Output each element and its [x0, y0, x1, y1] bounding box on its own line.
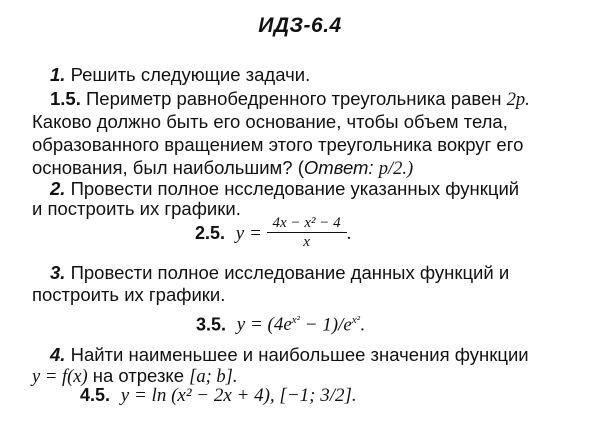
answer-label: Ответ: — [303, 157, 374, 178]
problem-2-5-fraction — [267, 214, 347, 251]
problem-3-5-number: 3.5. — [196, 314, 227, 335]
problem-1-5-text-4: основания, был наибольшим? — [32, 157, 293, 178]
fraction-numerator: 4x − x² − 4 — [267, 214, 347, 233]
problem-1-5-text-1: Периметр равнобедренного треугольника равен — [86, 88, 502, 109]
task-1-number: 1. — [50, 64, 66, 85]
task-4-line-1 — [50, 344, 529, 366]
problem-3-5-tail: . — [360, 314, 365, 336]
problem-1-5-var: 2p. — [506, 90, 530, 110]
task-2-line-2: и построить их графики. — [32, 198, 241, 219]
problem-2-5-lhs: y = — [235, 222, 262, 244]
task-3-text-1: Провести полное исследование данных функций и — [70, 262, 510, 283]
page-title: ИДЗ-6.4 — [258, 14, 342, 37]
task-2-line-1 — [50, 178, 519, 200]
problem-3-5-mid: − 1)/e — [299, 314, 352, 336]
problem-2-5-tail: . — [346, 222, 352, 244]
task-3-line-2: построить их графики. — [32, 284, 226, 305]
task-4-function: y = f(x) — [32, 367, 88, 387]
problem-3-5-formula — [196, 314, 365, 336]
problem-4-5-formula — [80, 385, 357, 407]
problem-4-5-number: 4.5. — [80, 385, 111, 405]
problem-1-5-number: 1.5. — [50, 88, 81, 109]
task-1-text: Решить следующие задачи. — [70, 64, 311, 85]
task-4-number: 4. — [50, 344, 66, 365]
problem-4-5-expression: y = ln (x² − 2x + 4), [−1; 3/2]. — [120, 385, 357, 406]
answer-value: p/2.) — [378, 159, 414, 179]
task-3-line-1 — [50, 262, 509, 284]
problem-1-5-line-2: Каково должно быть его основание, чтобы объем тела, — [32, 111, 508, 132]
task-3-number: 3. — [50, 262, 66, 283]
task-4-interval: [a; b]. — [189, 367, 238, 387]
problem-3-5-exp-2: x² — [351, 314, 361, 326]
task-2-text-1: Провести полное нсследование указанных функций — [70, 178, 520, 199]
task-2-number: 2. — [50, 178, 66, 199]
problem-3-5-exp-1: x² — [291, 314, 300, 326]
problem-3-5-lhs: y = (4e — [236, 314, 292, 336]
problem-2-5-formula — [195, 216, 351, 253]
task-4-text-2: на отрезке — [92, 365, 185, 386]
answer-open: ( — [297, 157, 304, 178]
problem-1-5-line-3: образованного вращением этого треугольника вокруг его — [32, 134, 524, 155]
problem-1-5-line-1 — [50, 88, 530, 111]
task-1-heading — [50, 64, 310, 86]
problem-1-5-line-4 — [32, 157, 413, 180]
fraction-denominator: x — [303, 234, 310, 250]
task-4-text-1: Найти наименьшее и наибольшее значения функции — [70, 344, 529, 365]
problem-2-5-number: 2.5. — [195, 222, 226, 243]
